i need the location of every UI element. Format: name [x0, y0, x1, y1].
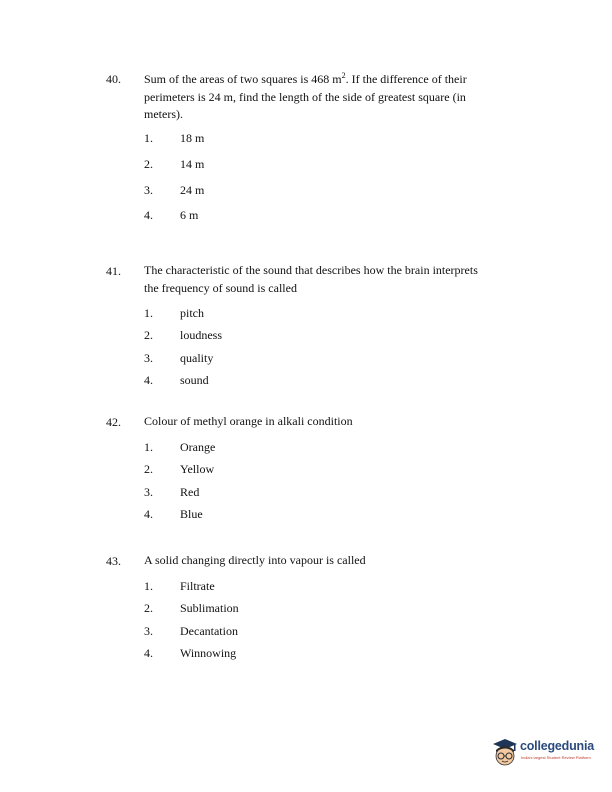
option-text: Sublimation — [180, 601, 239, 615]
option — [0, 579, 612, 595]
option-number: 3. — [144, 183, 153, 197]
option-text: Red — [180, 485, 200, 499]
question-number: 41. — [106, 264, 121, 278]
option — [0, 328, 612, 344]
option-number: 1. — [144, 579, 153, 593]
question-text: A solid changing directly into vapour is called — [144, 553, 366, 567]
option — [0, 462, 612, 478]
option — [0, 157, 612, 173]
option-number: 3. — [144, 624, 153, 638]
option — [0, 601, 612, 617]
option-text: 24 m — [180, 183, 205, 197]
option — [0, 507, 612, 523]
option-number: 1. — [144, 440, 153, 454]
option-text: quality — [180, 351, 214, 365]
option-text: Yellow — [180, 462, 215, 476]
question-text-part: Sum of the areas of two squares is 468 m — [144, 72, 342, 86]
option — [0, 646, 612, 662]
option — [0, 208, 612, 224]
option-number: 4. — [144, 208, 153, 222]
question-number: 42. — [106, 415, 121, 429]
option-text: 14 m — [180, 157, 205, 171]
question-text: The characteristic of the sound that describes how the brain interprets the frequency of sound is called — [144, 263, 478, 295]
logo-wordmark: collegedunia — [520, 739, 595, 753]
option — [0, 131, 612, 147]
option-text: loudness — [180, 328, 222, 342]
option — [0, 351, 612, 367]
option-text: Orange — [180, 440, 216, 454]
superscript: 2 — [341, 71, 346, 80]
option-number: 3. — [144, 351, 153, 365]
question-text — [144, 71, 479, 124]
option — [0, 624, 612, 640]
option-text: sound — [180, 373, 209, 387]
option-text: Blue — [180, 507, 203, 521]
option-text: Filtrate — [180, 579, 215, 593]
graduate-mascot-icon — [490, 736, 520, 770]
option-number: 2. — [144, 328, 153, 342]
logo-tagline: India's largest Student Review Platform — [521, 755, 591, 760]
option-number: 1. — [144, 306, 153, 320]
option-number: 4. — [144, 507, 153, 521]
option-text: 18 m — [180, 131, 205, 145]
question-text: Colour of methyl orange in alkali condition — [144, 414, 353, 428]
option — [0, 485, 612, 501]
question-number: 43. — [106, 554, 121, 568]
collegedunia-logo — [490, 736, 602, 770]
option-number: 2. — [144, 601, 153, 615]
option-number: 3. — [144, 485, 153, 499]
option-text: Winnowing — [180, 646, 237, 660]
option-text: Decantation — [180, 624, 238, 638]
question-number: 40. — [106, 72, 121, 86]
question-text-part: . If the difference of their perimeters is 24 m, find the length of the side of greatest square (in meters). — [144, 72, 467, 121]
option-number: 1. — [144, 131, 153, 145]
option-number: 4. — [144, 373, 153, 387]
option-text: 6 m — [180, 208, 199, 222]
option — [0, 440, 612, 456]
option-number: 2. — [144, 462, 153, 476]
option-number: 4. — [144, 646, 153, 660]
option — [0, 306, 612, 322]
option — [0, 183, 612, 199]
option-number: 2. — [144, 157, 153, 171]
option-text: pitch — [180, 306, 204, 320]
option — [0, 373, 612, 389]
